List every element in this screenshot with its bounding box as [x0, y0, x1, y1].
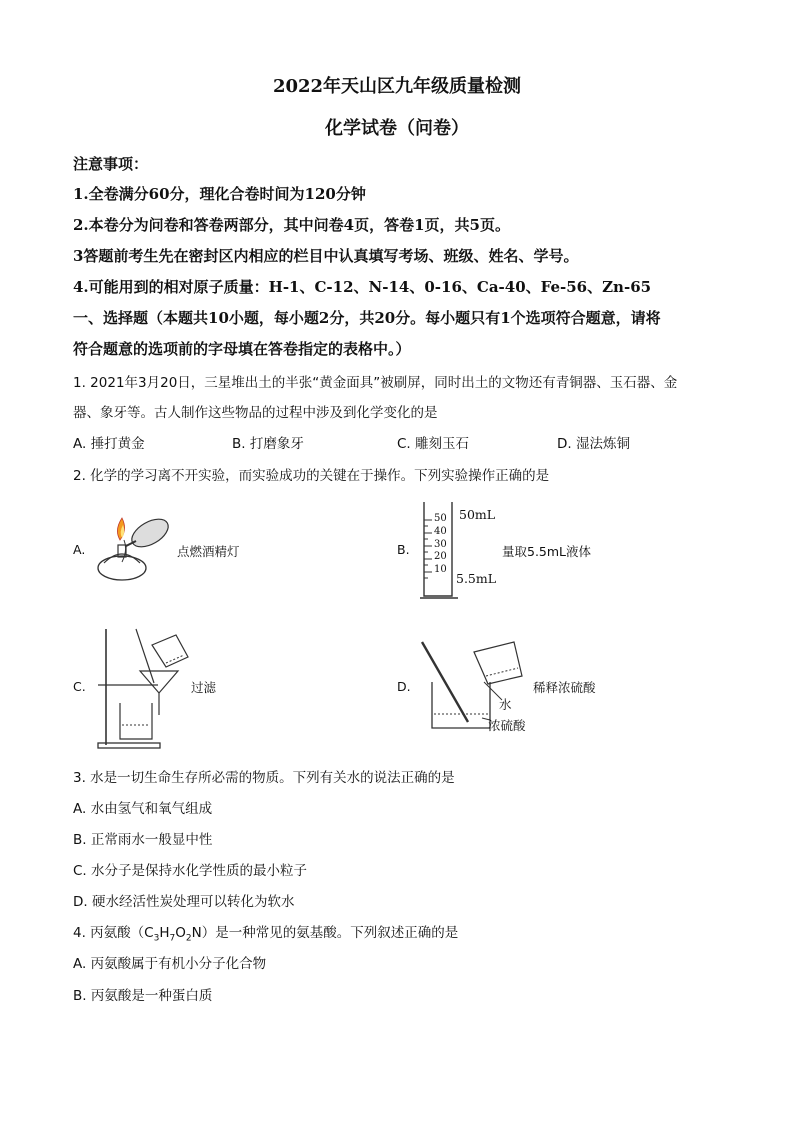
q1-option-a: A. 捶打黄金: [73, 436, 145, 452]
cylinder-bottom-label: 5.5mL: [456, 571, 497, 586]
q4-sub-3: 2: [185, 933, 192, 944]
scale-tick-10: 10: [434, 564, 447, 576]
q4-stem-post: N）是一种常见的氨基酸。下列叙述正确的是: [191, 925, 459, 941]
q1-stem-line1: 1. 2021年3月20日，三星堆出土的半张“黄金面具”被刷屏，同时出土的文物还有青铜器、玉石器、金: [73, 375, 678, 391]
q1-stem-line2: 器、象牙等。古人制作这些物品的过程中涉及到化学变化的是: [73, 405, 438, 421]
exam-subtitle: 化学试卷（问卷）: [325, 118, 469, 139]
q4-mid-2: O: [175, 925, 186, 941]
q1-option-b: B. 打磨象牙: [232, 436, 304, 452]
notice-item-1: 1.全卷满分60分，理化合卷时间为120分钟: [73, 185, 366, 203]
q2-a-letter: A.: [73, 542, 86, 557]
q2-b-label: 量取5.5mL液体: [502, 544, 592, 559]
notice-item-4: 4.可能用到的相对原子质量：H-1、C-12、N-14、0-16、Ca-40、Fe-56、Zn-65: [73, 278, 652, 296]
section-heading-line1: 一、选择题（本题共10小题，每小题2分，共20分。每小题只有1个选项符合题意，请将: [73, 309, 661, 327]
notice-heading: 注意事项：: [73, 155, 149, 173]
acid-label: 浓硫酸: [488, 718, 526, 733]
q3-option-d: D. 硬水经活性炭处理可以转化为软水: [73, 894, 295, 910]
q2-stem: 2. 化学的学习离不开实验，而实验成功的关键在于操作。下列实验操作正确的是: [73, 468, 550, 484]
q3-stem: 3. 水是一切生命生存所必需的物质。下列有关水的说法正确的是: [73, 770, 455, 786]
q1-option-c: C. 雕刻玉石: [397, 436, 470, 452]
alcohol-lamp-illustration: [92, 505, 182, 585]
cylinder-top-label: 50mL: [459, 507, 496, 522]
scale-tick-20: 20: [434, 551, 447, 563]
q4-sub-2: 7: [169, 933, 176, 944]
q2-d-letter: D.: [397, 679, 411, 694]
notice-item-3: 3答题前考生先在密封区内相应的栏目中认真填写考场、班级、姓名、学号。: [73, 247, 579, 265]
scale-tick-50: 50: [434, 513, 447, 524]
q2-d-label: 稀释浓硫酸: [533, 680, 596, 695]
q4-option-a: A. 丙氨酸属于有机小分子化合物: [73, 956, 267, 972]
filtration-illustration: [96, 625, 196, 753]
q3-option-c: C. 水分子是保持水化学性质的最小粒子: [73, 863, 308, 879]
cylinder-scale: [434, 513, 447, 577]
q2-c-label: 过滤: [191, 680, 217, 695]
q4-stem-pre: 4. 丙氨酸（C: [73, 925, 154, 941]
q1-option-d: D. 湿法炼铜: [557, 436, 630, 452]
scale-tick-40: 40: [434, 525, 447, 537]
q3-option-b: B. 正常雨水一般显中性: [73, 832, 213, 848]
notice-item-2: 2.本卷分为问卷和答卷两部分，其中问卷4页，答卷1页，共5页。: [73, 216, 510, 234]
q4-mid-1: H: [159, 925, 170, 941]
scale-tick-30: 30: [434, 538, 447, 550]
q3-option-a: A. 水由氢气和氧气组成: [73, 801, 213, 817]
water-label: 水: [499, 697, 512, 712]
q4-sub-1: 3: [153, 933, 160, 944]
q2-c-letter: C.: [73, 679, 86, 694]
q2-a-label: 点燃酒精灯: [177, 544, 240, 559]
section-heading-line2: 符合题意的选项前的字母填在答卷指定的表格中。）: [73, 340, 411, 358]
q4-option-b: B. 丙氨酸是一种蛋白质: [73, 988, 213, 1004]
exam-title: 2022年天山区九年级质量检测: [272, 76, 522, 97]
q2-b-letter: B.: [397, 542, 410, 557]
q4-stem: [73, 921, 458, 944]
